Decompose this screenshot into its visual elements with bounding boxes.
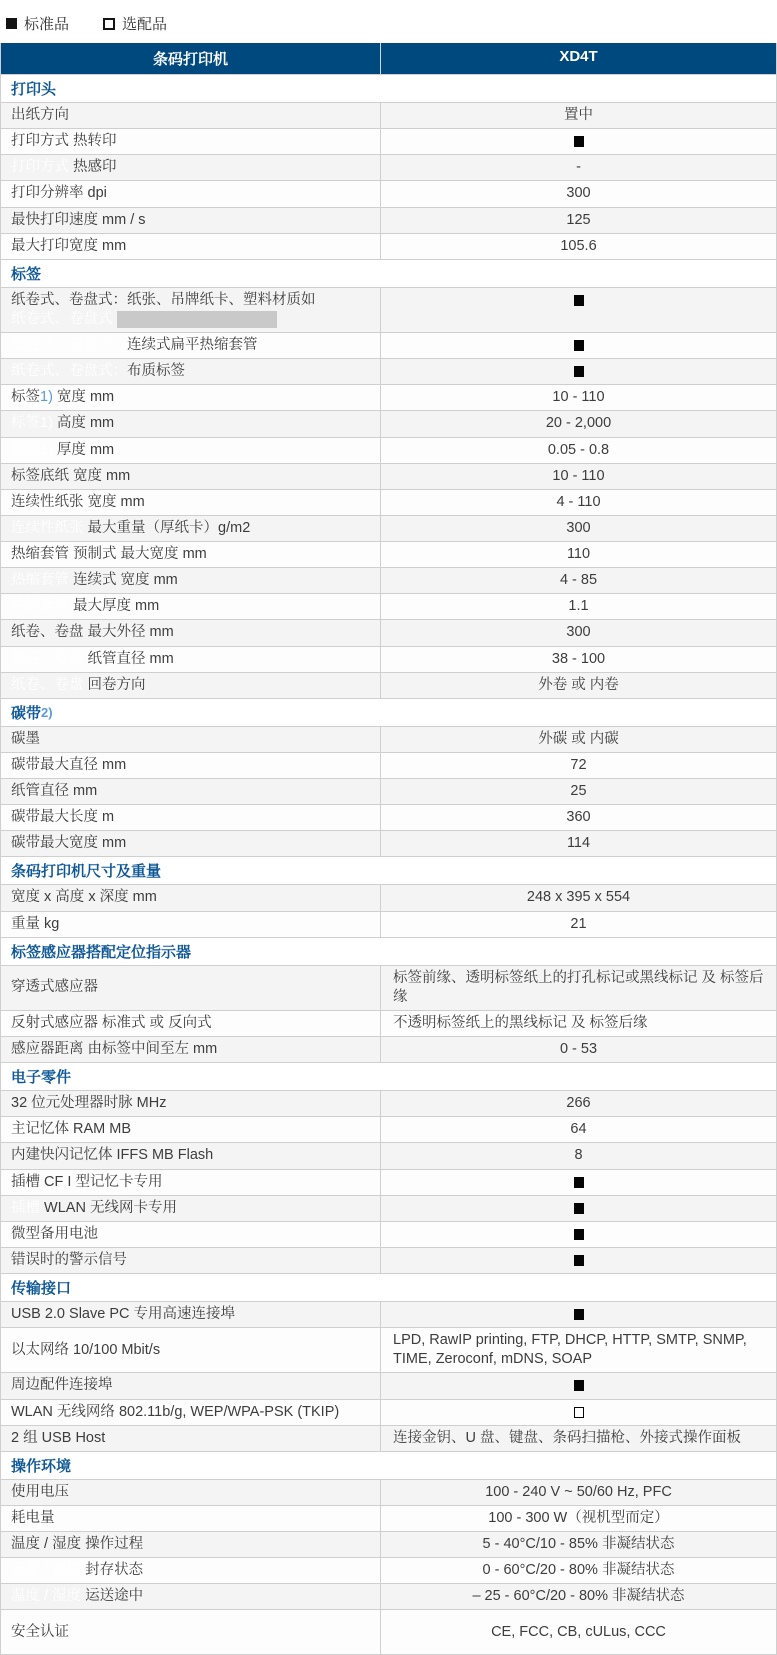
- spec-label: [1, 411, 381, 436]
- spec-value: [381, 129, 776, 154]
- section-header: [1, 259, 776, 287]
- value-text: 20 - 2,000: [545, 415, 612, 432]
- value-text: 连接金钥、U 盘、键盘、条码扫描枪、外接式操作面板: [393, 1429, 741, 1446]
- value-text: 10 - 110: [552, 467, 605, 484]
- spec-label: [1, 490, 381, 515]
- spec-table: [0, 43, 777, 1655]
- spec-row: [1, 154, 776, 180]
- spec-value: [381, 411, 776, 436]
- spec-value: [381, 1328, 776, 1372]
- spec-label: [1, 1117, 381, 1142]
- value-text: 114: [566, 835, 591, 852]
- spec-label: [1, 1302, 381, 1327]
- section-title: 条码打印机尺寸及重量: [11, 863, 162, 881]
- section-header: [1, 698, 776, 726]
- value-text: 105.6: [560, 237, 597, 254]
- value-text: 外卷 或 内卷: [538, 676, 619, 693]
- section-header: [1, 856, 776, 884]
- label-text: 最大厚度 mm: [73, 598, 160, 615]
- standard-feature-square-icon: [574, 1309, 584, 1320]
- spec-value: [381, 333, 776, 358]
- spec-label: [1, 1610, 381, 1654]
- value-text: 300: [566, 185, 591, 202]
- hollow-square-icon: [103, 18, 115, 30]
- spec-value: [381, 912, 776, 937]
- label-text: 使用电压: [11, 1483, 69, 1500]
- spec-row: [1, 463, 776, 489]
- spec-value: [381, 516, 776, 541]
- label-text: 周边配件连接埠: [11, 1377, 113, 1394]
- spec-value: [381, 568, 776, 593]
- label-text: 布质标签: [127, 363, 185, 380]
- ghost-label: 纸卷、卷盘: [11, 650, 88, 667]
- spec-row: [1, 1142, 776, 1168]
- label-text: 宽度 mm: [52, 389, 115, 406]
- section-title: 操作环境: [11, 1457, 72, 1475]
- ghost-label: 热缩套管: [11, 598, 74, 615]
- label-text: 最大重量（厚纸卡）g/m2: [87, 519, 251, 536]
- spec-value: [381, 234, 776, 259]
- label-text: 碳带最大宽度 mm: [11, 835, 127, 852]
- ghost-label: 打印方式: [11, 159, 74, 176]
- label-text: 碳带最大直径 mm: [11, 756, 127, 773]
- value-text: 248 x 395 x 554: [526, 889, 631, 906]
- spec-label: [1, 234, 381, 259]
- spec-row: [1, 1195, 776, 1221]
- spec-value: [381, 438, 776, 463]
- spec-row: [1, 965, 776, 1010]
- label-text: 纸卷式、卷盘式：纸张、吊牌纸卡、塑料材质如: [11, 291, 316, 308]
- section-title: 打印头: [11, 81, 57, 98]
- spec-row: [1, 884, 776, 910]
- spec-row: [1, 726, 776, 752]
- label-text: 封存状态: [85, 1562, 144, 1579]
- value-text: 8: [574, 1147, 583, 1164]
- label-text: 重量 kg: [11, 915, 60, 932]
- label-text: 耗电量: [11, 1509, 55, 1526]
- spec-label: [1, 359, 381, 384]
- spec-label: [1, 727, 381, 752]
- label-text: 热缩套管 预制式 最大宽度 mm: [11, 546, 207, 562]
- table-header-row: [1, 43, 776, 74]
- spec-row: [1, 287, 776, 332]
- ghost-label: 纸卷式、卷盘式：: [11, 337, 127, 353]
- spec-value: [381, 1506, 776, 1531]
- spec-row: [1, 1372, 776, 1398]
- spec-value: [381, 359, 776, 384]
- spec-row: [1, 207, 776, 233]
- spec-value: [381, 620, 776, 645]
- value-text: 100 - 240 V ~ 50/60 Hz, PFC: [485, 1483, 672, 1500]
- spec-row: [1, 1221, 776, 1247]
- spec-row: [1, 911, 776, 937]
- spec-row: [1, 489, 776, 515]
- section-header: [1, 1273, 776, 1301]
- spec-row: [1, 752, 776, 778]
- spec-value: [381, 1091, 776, 1116]
- spec-row: [1, 410, 776, 436]
- spec-value: [381, 885, 776, 910]
- spec-label: [1, 831, 381, 856]
- label-text: 连续性纸张 宽度 mm: [11, 493, 145, 510]
- standard-feature-square-icon: [574, 366, 584, 377]
- ghost-label: 标签1): [11, 441, 57, 458]
- spec-value: [381, 831, 776, 856]
- section-title: 碳带: [11, 704, 42, 722]
- ghost-label: 温度 / 湿度: [11, 1562, 86, 1579]
- spec-value: [381, 1170, 776, 1195]
- label-text: 出纸方向: [11, 107, 69, 123]
- standard-feature-square-icon: [574, 1203, 584, 1214]
- value-text: 21: [570, 915, 587, 932]
- spec-row: [1, 567, 776, 593]
- spec-value: [381, 673, 776, 698]
- label-text: 厚度 mm: [56, 441, 115, 458]
- legend-standard: [6, 13, 69, 34]
- spec-value: [381, 1373, 776, 1398]
- spec-label: [1, 181, 381, 206]
- label-text: 打印分辨率 dpi: [11, 185, 107, 202]
- value-text: 4 - 85: [559, 572, 598, 589]
- value-text: 5 - 40°C/10 - 85% 非凝结状态: [482, 1536, 675, 1552]
- label-text: 回卷方向: [87, 676, 146, 693]
- spec-label: [1, 155, 381, 180]
- label-text: 最快打印速度 mm / s: [11, 211, 146, 228]
- label-text: 内建快闪记忆体 IFFS MB Flash: [11, 1147, 214, 1164]
- value-text: 64: [570, 1121, 587, 1138]
- legend: [0, 0, 777, 43]
- spec-row: [1, 1010, 776, 1036]
- spec-row: [1, 384, 776, 410]
- spec-label: [1, 1170, 381, 1195]
- label-text: 热感印: [73, 159, 117, 176]
- spec-label: [1, 542, 381, 567]
- value-text: 0.05 - 0.8: [547, 441, 610, 458]
- spec-label: [1, 885, 381, 910]
- spec-value: [381, 1248, 776, 1273]
- ghost-label: 纸卷式、卷盘式: [11, 310, 117, 327]
- ghost-label: 插槽: [11, 1199, 45, 1216]
- spec-label: [1, 288, 381, 332]
- spec-value: [381, 1426, 776, 1451]
- redacted-text-block: [117, 311, 277, 328]
- spec-label: [1, 647, 381, 672]
- table-body: [1, 74, 776, 1654]
- spec-value: [381, 1143, 776, 1168]
- legend-optional-label: 选配品: [122, 16, 168, 33]
- label-text: 宽度 x 高度 x 深度 mm: [11, 889, 157, 906]
- spec-label: [1, 385, 381, 410]
- value-text: 0 - 53: [559, 1041, 598, 1057]
- value-text: 38 - 100: [551, 650, 606, 667]
- spec-value: [381, 1532, 776, 1557]
- label-text: 连续式 宽度 mm: [73, 572, 178, 589]
- spec-value: [381, 1117, 776, 1142]
- value-text: 72: [570, 756, 587, 773]
- spec-row: [1, 804, 776, 830]
- spec-label: [1, 103, 381, 128]
- ghost-label: 热缩套管: [11, 572, 74, 589]
- spec-label: [1, 1532, 381, 1557]
- spec-label: [1, 1480, 381, 1505]
- label-text: 碳墨: [11, 730, 40, 747]
- label-text: 感应器距离 由标签中间至左 mm: [11, 1041, 218, 1057]
- spec-label: [1, 1400, 381, 1425]
- spec-row: [1, 1247, 776, 1273]
- spec-value: [381, 1480, 776, 1505]
- label-text: 连续式扁平热缩套管: [127, 337, 258, 353]
- spec-row: [1, 358, 776, 384]
- spec-label: [1, 1373, 381, 1398]
- standard-feature-square-icon: [574, 136, 584, 147]
- spec-row: [1, 1479, 776, 1505]
- spec-row: [1, 593, 776, 619]
- label-text: 32 位元处理器时脉 MHz: [11, 1095, 167, 1112]
- spec-value: [381, 1302, 776, 1327]
- filled-square-icon: [6, 18, 17, 29]
- spec-row: [1, 1583, 776, 1609]
- ghost-label: 标签1): [11, 415, 57, 432]
- table-header-model-column: XD4T: [559, 48, 598, 65]
- spec-label: [1, 1584, 381, 1609]
- spec-label: [1, 912, 381, 937]
- value-text: 1.1: [568, 598, 589, 615]
- standard-feature-square-icon: [574, 1380, 584, 1391]
- spec-label: [1, 1328, 381, 1372]
- value-text: 外碳 或 内碳: [538, 730, 619, 747]
- spec-row: [1, 1399, 776, 1425]
- section-title: 传输接口: [11, 1280, 72, 1297]
- spec-label: [1, 129, 381, 154]
- spec-row: [1, 619, 776, 645]
- spec-row: [1, 1327, 776, 1372]
- spec-row: [1, 1425, 776, 1451]
- label-text: 纸管直径 mm: [87, 650, 174, 667]
- table-header-product-column: 条码打印机: [1, 43, 381, 74]
- standard-feature-square-icon: [574, 1255, 584, 1266]
- label-text: 错误时的警示信号: [11, 1251, 127, 1268]
- label-text: 微型备用电池: [11, 1225, 98, 1242]
- label-text: WLAN 无线网卡专用: [44, 1199, 177, 1216]
- spec-value: [381, 594, 776, 619]
- label-text: 安全认证: [11, 1623, 69, 1640]
- spec-value: [381, 1037, 776, 1062]
- label-text: 标签底纸 宽度 mm: [11, 467, 131, 484]
- spec-label: [1, 208, 381, 233]
- value-text: 300: [566, 624, 591, 641]
- section-header: [1, 1062, 776, 1090]
- spec-value: [381, 385, 776, 410]
- spec-value: [381, 1558, 776, 1583]
- label-text: 主记忆体 RAM MB: [11, 1121, 132, 1138]
- spec-row: [1, 1505, 776, 1531]
- spec-label: [1, 779, 381, 804]
- label-superscript: 1): [40, 389, 53, 406]
- label-text: 最大打印宽度 mm: [11, 237, 127, 254]
- value-text: 25: [570, 783, 587, 799]
- spec-value: [381, 542, 776, 567]
- spec-label: [1, 805, 381, 830]
- spec-label: [1, 1426, 381, 1451]
- legend-standard-label: 标准品: [24, 16, 70, 33]
- spec-label: [1, 1196, 381, 1221]
- spec-value: [381, 1196, 776, 1221]
- value-text: 置中: [564, 107, 593, 123]
- spec-value: [381, 1400, 776, 1425]
- spec-row: [1, 1301, 776, 1327]
- spec-value: [381, 966, 776, 1010]
- spec-label: [1, 1037, 381, 1062]
- value-text: 360: [566, 809, 591, 826]
- spec-label: [1, 516, 381, 541]
- section-header: [1, 74, 776, 102]
- section-superscript: 2): [41, 704, 53, 720]
- section-title: 电子零件: [11, 1069, 72, 1087]
- spec-label: [1, 438, 381, 463]
- label-text: 温度 / 湿度 操作过程: [11, 1536, 144, 1552]
- value-text: 300: [566, 519, 591, 536]
- standard-feature-square-icon: [574, 295, 584, 306]
- value-text: 266: [566, 1095, 591, 1112]
- value-text: 10 - 110: [552, 389, 605, 406]
- spec-row: [1, 1090, 776, 1116]
- spec-value: [381, 208, 776, 233]
- label-text: 高度 mm: [56, 415, 115, 432]
- spec-row: [1, 1116, 776, 1142]
- spec-value: [381, 1011, 776, 1036]
- value-text: 125: [566, 211, 591, 228]
- spec-row: [1, 778, 776, 804]
- ghost-label: 连续性纸张: [11, 519, 88, 536]
- label-text: 碳带最大长度 m: [11, 809, 115, 826]
- value-text: 4 - 110: [556, 493, 601, 510]
- spec-row: [1, 180, 776, 206]
- label-text: 穿透式感应器: [11, 979, 98, 996]
- label-text: WLAN 无线网络 802.11b/g, WEP/WPA-PSK (TKIP): [11, 1403, 340, 1420]
- spec-label: [1, 333, 381, 358]
- spec-row: [1, 233, 776, 259]
- label-text: 标签: [11, 389, 40, 406]
- spec-label: [1, 753, 381, 778]
- label-text: 纸管直径 mm: [11, 783, 98, 799]
- spec-value: [381, 103, 776, 128]
- spec-label: [1, 1248, 381, 1273]
- ghost-label: 纸卷式、卷盘式：: [11, 363, 127, 380]
- optional-feature-square-icon: [574, 1407, 584, 1418]
- spec-row: [1, 128, 776, 154]
- spec-value: [381, 1584, 776, 1609]
- spec-value: [381, 727, 776, 752]
- spec-row: [1, 646, 776, 672]
- spec-row: [1, 515, 776, 541]
- spec-row: [1, 541, 776, 567]
- spec-row: [1, 1609, 776, 1654]
- ghost-label: 温度 / 湿度: [11, 1588, 86, 1605]
- label-text: 以太网络 10/100 Mbit/s: [11, 1341, 161, 1358]
- spec-value: [381, 1610, 776, 1654]
- spec-value: [381, 753, 776, 778]
- spec-value: [381, 1222, 776, 1247]
- spec-label: [1, 966, 381, 1010]
- spec-row: [1, 1169, 776, 1195]
- spec-value: [381, 779, 776, 804]
- spec-label: [1, 1143, 381, 1168]
- spec-row: [1, 1557, 776, 1583]
- spec-label: [1, 1506, 381, 1531]
- section-header: [1, 1451, 776, 1479]
- spec-label: [1, 1558, 381, 1583]
- label-text: 纸卷、卷盘 最大外径 mm: [11, 624, 174, 641]
- spec-value: [381, 805, 776, 830]
- spec-label: [1, 1091, 381, 1116]
- spec-row: [1, 332, 776, 358]
- label-text: USB 2.0 Slave PC 专用高速连接埠: [11, 1306, 235, 1322]
- standard-feature-square-icon: [574, 1177, 584, 1188]
- spec-row: [1, 1036, 776, 1062]
- spec-value: [381, 647, 776, 672]
- spec-row: [1, 1531, 776, 1557]
- label-text: 打印方式 热转印: [11, 133, 117, 150]
- label-text: 插槽 CF I 型记忆卡专用: [11, 1173, 163, 1190]
- spec-label: [1, 1011, 381, 1036]
- value-text: – 25 - 60°C/20 - 80% 非凝结状态: [472, 1588, 685, 1605]
- spec-value: [381, 155, 776, 180]
- spec-label: [1, 568, 381, 593]
- label-text: 运送途中: [85, 1588, 144, 1605]
- section-title: 标签感应器搭配定位指示器: [11, 943, 192, 961]
- spec-value: [381, 464, 776, 489]
- standard-feature-square-icon: [574, 1229, 584, 1240]
- spec-label: [1, 673, 381, 698]
- spec-row: [1, 830, 776, 856]
- spec-label: [1, 620, 381, 645]
- spec-label: [1, 1222, 381, 1247]
- spec-row: [1, 672, 776, 698]
- spec-value: [381, 490, 776, 515]
- spec-label: [1, 464, 381, 489]
- value-text: 110: [566, 546, 591, 562]
- value-text: -: [576, 159, 581, 176]
- label-text: 反射式感应器 标准式 或 反向式: [11, 1014, 212, 1031]
- spec-row: [1, 437, 776, 463]
- spec-label: [1, 594, 381, 619]
- spec-row: [1, 102, 776, 128]
- value-text: 100 - 300 W（视机型而定）: [488, 1509, 669, 1526]
- value-text: 标签前缘、透明标签纸上的打孔标记或黑线标记 及 标签后缘: [393, 969, 764, 1005]
- spec-value: [381, 288, 776, 332]
- label-text: 2 组 USB Host: [11, 1429, 106, 1446]
- legend-optional: [103, 13, 167, 34]
- spec-value: [381, 181, 776, 206]
- value-text: LPD, RawIP printing, FTP, DHCP, HTTP, SMTP, SNMP, TIME, Zeroconf, mDNS, SOAP: [393, 1332, 747, 1368]
- value-text: 0 - 60°C/20 - 80% 非凝结状态: [482, 1562, 675, 1579]
- value-text: 不透明标签纸上的黑线标记 及 标签后缘: [393, 1014, 648, 1031]
- standard-feature-square-icon: [574, 340, 584, 351]
- ghost-label: 纸卷、卷盘: [11, 676, 88, 693]
- value-text: CE, FCC, CB, cULus, CCC: [491, 1623, 666, 1640]
- section-title: 标签: [11, 265, 42, 283]
- section-header: [1, 937, 776, 965]
